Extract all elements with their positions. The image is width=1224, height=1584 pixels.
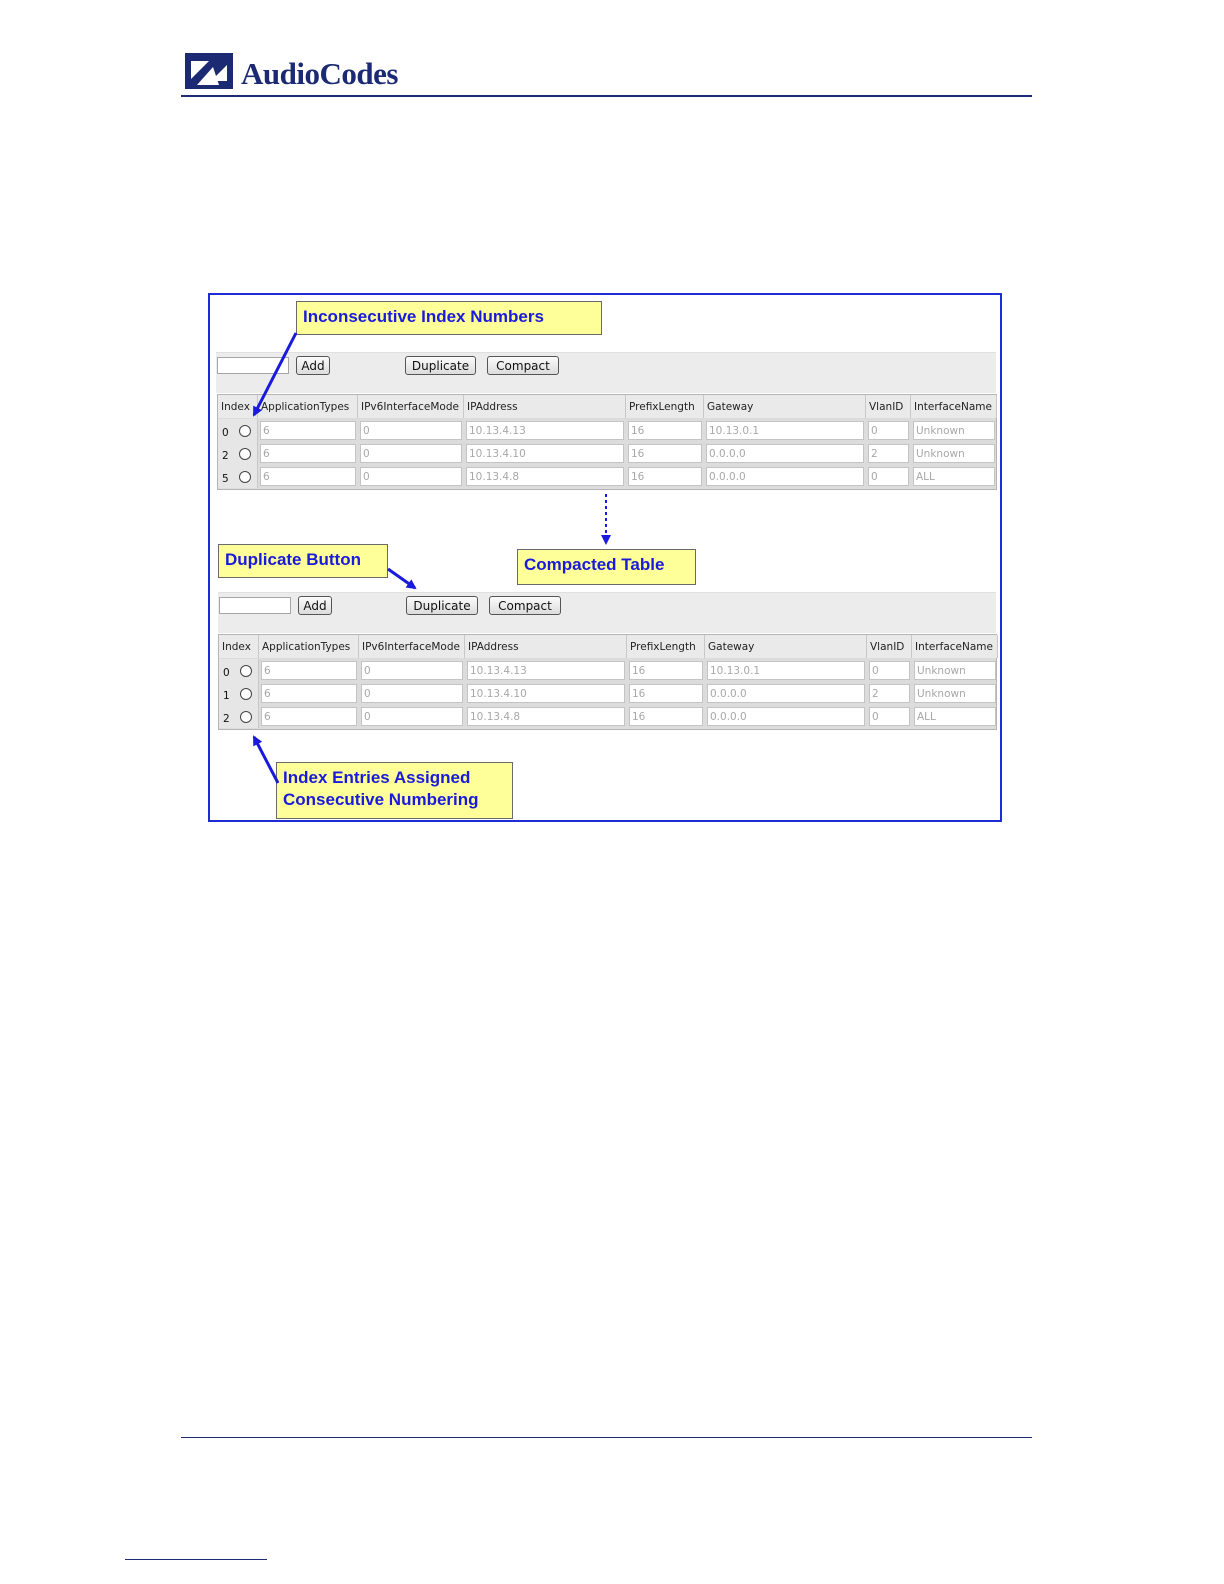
cell-name: Unknown <box>914 661 996 680</box>
cell-mode: 0 <box>361 684 463 703</box>
cell-mode: 0 <box>360 421 462 440</box>
column-header: IPv6InterfaceMode <box>359 635 465 658</box>
cell-name: Unknown <box>913 421 995 440</box>
logo-mark-icon <box>183 51 235 91</box>
cell-ip: 10.13.4.8 <box>466 467 624 486</box>
callout-consecutive-line1: Index Entries Assigned <box>283 768 471 787</box>
cell-ip: 10.13.4.13 <box>467 661 625 680</box>
cell-gw: 0.0.0.0 <box>707 684 865 703</box>
cell-app: 6 <box>260 444 356 463</box>
cell-gw: 10.13.0.1 <box>706 421 864 440</box>
cell-ip: 10.13.4.10 <box>466 444 624 463</box>
cell-name: ALL <box>914 707 996 726</box>
column-header: IPAddress <box>465 635 627 658</box>
arrow-consecutive <box>254 737 278 783</box>
column-header: VlanID <box>867 635 912 658</box>
cell-ip: 10.13.4.10 <box>467 684 625 703</box>
arrow-duplicate-button <box>388 569 415 588</box>
annotation-arrows <box>210 295 1004 824</box>
column-header: Index <box>219 635 259 658</box>
logo-text: AudioCodes <box>241 56 398 91</box>
cell-app: 6 <box>260 467 356 486</box>
cell-prefix: 16 <box>629 684 703 703</box>
cell-mode: 0 <box>360 467 462 486</box>
column-header: ApplicationTypes <box>259 635 359 658</box>
compact-button[interactable]: Compact <box>487 356 559 375</box>
cell-gw: 0.0.0.0 <box>706 467 864 486</box>
column-header: InterfaceName <box>911 395 997 418</box>
index-value: 2 <box>223 713 230 725</box>
header-rule <box>181 95 1032 97</box>
cell-vlan: 0 <box>868 467 909 486</box>
cell-vlan: 0 <box>868 421 909 440</box>
column-header: Gateway <box>704 395 866 418</box>
cell-app: 6 <box>261 661 357 680</box>
footer-rule <box>181 1437 1032 1438</box>
column-header: Index <box>218 395 258 418</box>
cell-mode: 0 <box>361 707 463 726</box>
cell-ip: 10.13.4.13 <box>466 421 624 440</box>
index-value: 5 <box>222 473 229 485</box>
cell-vlan: 0 <box>869 707 910 726</box>
cell-prefix: 16 <box>628 421 702 440</box>
cell-gw: 10.13.0.1 <box>707 661 865 680</box>
callout-compacted-table: Compacted Table <box>517 549 696 585</box>
cell-mode: 0 <box>361 661 463 680</box>
cell-vlan: 0 <box>869 661 910 680</box>
compact-button[interactable]: Compact <box>489 596 561 615</box>
figure-frame <box>208 293 1002 822</box>
arrow-inconsecutive <box>254 333 296 415</box>
add-button[interactable]: Add <box>298 596 332 615</box>
cell-ip: 10.13.4.8 <box>467 707 625 726</box>
column-header: PrefixLength <box>627 635 705 658</box>
duplicate-button[interactable]: Duplicate <box>406 596 478 615</box>
cell-mode: 0 <box>360 444 462 463</box>
cell-vlan: 2 <box>868 444 909 463</box>
callout-inconsecutive: Inconsecutive Index Numbers <box>296 301 602 335</box>
cell-gw: 0.0.0.0 <box>706 444 864 463</box>
cell-prefix: 16 <box>628 467 702 486</box>
cell-name: ALL <box>913 467 995 486</box>
callout-consecutive-line2: Consecutive Numbering <box>283 790 479 809</box>
index-value: 1 <box>223 690 230 702</box>
column-header: IPv6InterfaceMode <box>358 395 464 418</box>
column-header: ApplicationTypes <box>258 395 358 418</box>
column-header: InterfaceName <box>912 635 998 658</box>
cell-prefix: 16 <box>628 444 702 463</box>
index-value: 0 <box>223 667 230 679</box>
cell-app: 6 <box>260 421 356 440</box>
cell-name: Unknown <box>914 684 996 703</box>
audiocodes-logo <box>183 50 423 94</box>
cell-app: 6 <box>261 684 357 703</box>
column-header: Gateway <box>705 635 867 658</box>
duplicate-button[interactable]: Duplicate <box>405 356 476 375</box>
cell-gw: 0.0.0.0 <box>707 707 865 726</box>
callout-duplicate-button: Duplicate Button <box>218 544 388 578</box>
cell-prefix: 16 <box>629 661 703 680</box>
column-header: IPAddress <box>464 395 626 418</box>
column-header: PrefixLength <box>626 395 704 418</box>
footnote-rule <box>125 1559 267 1560</box>
index-value: 0 <box>222 427 229 439</box>
index-value: 2 <box>222 450 229 462</box>
cell-name: Unknown <box>913 444 995 463</box>
add-button[interactable]: Add <box>296 356 330 375</box>
cell-vlan: 2 <box>869 684 910 703</box>
column-header: VlanID <box>866 395 911 418</box>
cell-prefix: 16 <box>629 707 703 726</box>
cell-app: 6 <box>261 707 357 726</box>
